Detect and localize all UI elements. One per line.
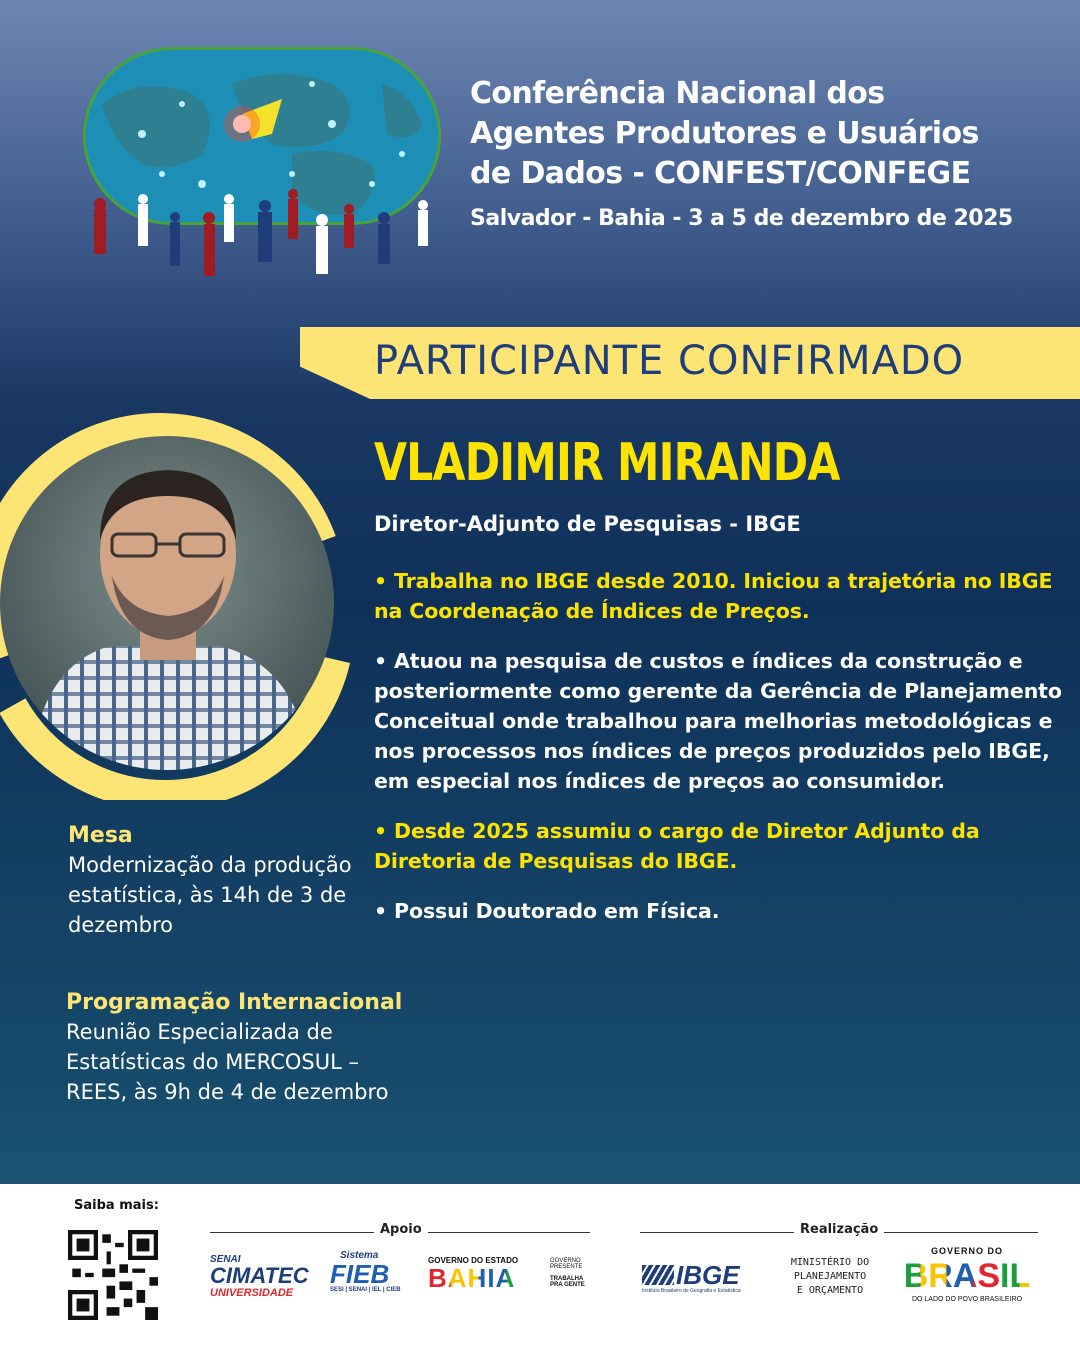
apoio-label: Apoio <box>380 1222 422 1237</box>
bio-item: • Trabalha no IBGE desde 2010. Iniciou a trajetória no IBGE na Coordenação de Índices de Preços. <box>374 569 1053 623</box>
senai-text: SENAI <box>210 1254 241 1265</box>
speaker-name: VLADIMIR MIRANDA <box>374 433 840 493</box>
gov-estado-text: GOVERNO DO ESTADO <box>428 1256 519 1265</box>
session-info <box>68 822 368 940</box>
ibge-logo <box>642 1262 762 1294</box>
ibge-text: IBGE <box>676 1260 740 1290</box>
title-line: de Dados - CONFEST/CONFEGE <box>470 156 971 191</box>
program-title: Programação Internacional <box>66 990 403 1015</box>
senai-cimatec-logo <box>210 1254 310 1299</box>
realizacao-rule-left <box>640 1232 794 1233</box>
ibge-sub-text: Instituto Brasileiro de Geografia e Estatística <box>642 1288 741 1294</box>
bio-item: • Possui Doutorado em Física. <box>374 899 720 923</box>
ministerio-line: MINISTÉRIO DO <box>790 1257 870 1268</box>
program-info <box>66 990 426 1107</box>
footer <box>0 1184 1080 1350</box>
trabalha-text: TRABALHA PRA GENTE <box>550 1276 585 1288</box>
ministerio-logo <box>782 1256 878 1298</box>
cimatec-text: CIMATEC <box>210 1263 309 1288</box>
realizacao-label: Realização <box>800 1222 879 1237</box>
title-line: Agentes Produtores e Usuários <box>470 116 979 151</box>
bio-item: • Atuou na pesquisa de custos e índices da construção e posteriormente como gerente da Gerência de Planejamento Conceitual onde trabalhou para melhorias metodológicas e nos processos nos índices de preços produzidos pelo IBGE, em especial nos índices de preços ao consumidor. <box>374 649 1062 793</box>
ibge-mark-icon <box>642 1265 674 1285</box>
fieb-sub-text: SESI | SENAI | IEL | CIEB <box>330 1287 401 1293</box>
conference-illustration <box>82 44 442 284</box>
speaker-photo <box>0 436 334 770</box>
sistema-text: Sistema <box>340 1250 379 1261</box>
qr-code[interactable] <box>68 1230 158 1320</box>
bio-item: • Desde 2025 assumiu o cargo de Diretor Adjunto da Diretoria de Pesquisas do IBGE. <box>374 819 980 873</box>
conference-subtitle: Salvador - Bahia - 3 a 5 de dezembro de 2025 <box>470 206 1013 231</box>
title-line: Conferência Nacional dos <box>470 76 885 111</box>
conference-title <box>470 74 1050 194</box>
apoio-rule-left <box>210 1232 374 1233</box>
universidade-text: UNIVERSIDADE <box>210 1287 294 1299</box>
governo-bahia-logo <box>428 1256 588 1291</box>
speaker-role: Diretor-Adjunto de Pesquisas - IBGE <box>374 512 801 536</box>
ministerio-line: PLANEJAMENTO <box>793 1271 867 1282</box>
governo-brasil-logo <box>894 1246 1040 1303</box>
apoio-rule-right <box>428 1232 590 1233</box>
bahia-text: BAHIA <box>428 1265 540 1291</box>
program-text: Reunião Especializada de Estatísticas do MERCOSUL – REES, às 9h de 4 de dezembro <box>66 1020 389 1104</box>
gov-do-text: GOVERNO DO <box>930 1246 1003 1256</box>
brasil-text: BRASIL <box>894 1256 1040 1296</box>
fieb-logo <box>330 1250 410 1293</box>
session-title: Mesa <box>68 823 133 848</box>
fieb-text: FIEB <box>330 1259 390 1289</box>
session-text: Modernização da produção estatística, às 14h de 3 de dezembro <box>68 853 352 937</box>
gov-presente-text: GOVERNO PRESENTE <box>550 1258 583 1270</box>
saiba-mais-label: Saiba mais: <box>74 1198 159 1213</box>
ministerio-line: E ORÇAMENTO <box>796 1285 864 1296</box>
do-lado-text: DO LADO DO POVO BRASILEIRO <box>911 1296 1023 1303</box>
realizacao-rule-right <box>884 1232 1038 1233</box>
banner-label: PARTICIPANTE CONFIRMADO <box>374 338 965 384</box>
speaker-bio <box>374 566 1064 946</box>
